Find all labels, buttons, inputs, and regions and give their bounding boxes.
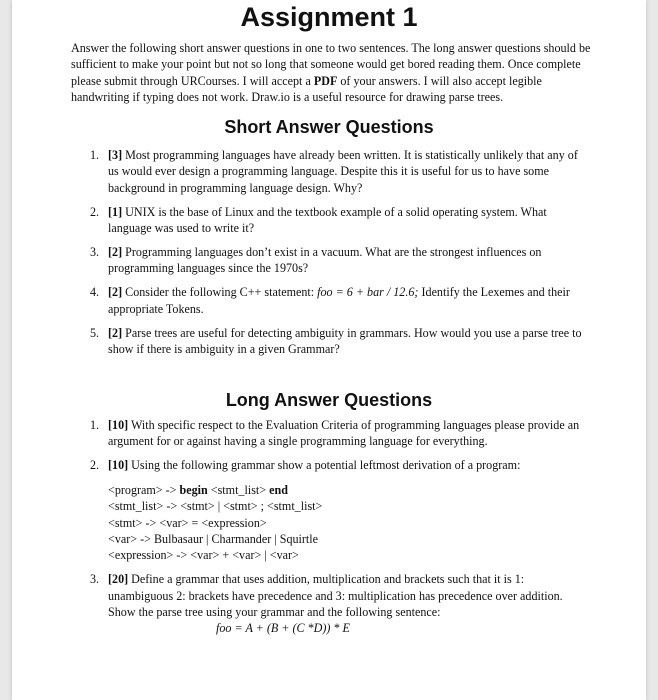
question-number: 3. [90, 572, 100, 587]
intro-text-1: Answer the following short answer questions in one to two sentences. The long answer questions should be sufficient to make your point but not so long that someone would get bored reading them. Once complete please submit through URCourses. I will accept a [71, 41, 591, 88]
grammar-rule-stmt: <stmt> -> <var> = <expression> [108, 515, 267, 530]
question-text: Define a grammar that uses addition, multiplication and brackets such that it is 1: unambiguous 2: brackets have precedence and 3: multiplication has precedence over addition. Show the parse tree using your grammar and the following sentence: [108, 572, 563, 620]
question-marks: [10] [108, 418, 129, 432]
question-marks: [10] [108, 458, 129, 473]
grammar-rule-stmt-list: <stmt_list> -> <stmt> | <stmt> ; <stmt_list> [108, 499, 323, 514]
question-text: Parse trees are useful for detecting ambiguity in grammars. How would you use a parse tree to show if there is ambiguity in a given Grammar? [108, 325, 582, 357]
question-marks: [2] [108, 245, 123, 260]
short-question-3 [90, 244, 590, 277]
question-text: Most programming languages have already been written. It is statistically unlikely that any of us would ever design a programming language. Despite this it is useful for us to have some background in programming language design. Why? [108, 148, 578, 195]
grammar-keyword-end: end [269, 482, 288, 497]
question-number: 2. [90, 458, 100, 473]
intro-paragraph [71, 40, 601, 106]
cpp-statement: foo = 6 + bar / 12.6; [317, 285, 419, 300]
question-number: 4. [90, 285, 100, 300]
question-number: 3. [90, 245, 100, 260]
grammar-rule-var: <var> -> Bulbasaur | Charmander | Squirtle [108, 531, 319, 546]
grammar-mid: <stmt_list> [207, 482, 270, 497]
question-text-cont: Identify the Lexemes and their appropriate Tokens. [108, 285, 570, 316]
document-page [12, 0, 646, 700]
grammar-rule-expression: <expression> -> <var> + <var> | <var> [108, 548, 299, 563]
example-sentence: foo = A + (B + (C *D)) * E [216, 621, 350, 636]
question-text: UNIX is the base of Linux and the textbook example of a solid operating system. What language was used to write it? [108, 204, 547, 236]
long-answer-list [90, 417, 590, 644]
intro-text-2: of your answers. I will also accept legible handwriting if typing does not work. Draw.io is a useful resource for drawing parse trees. [71, 73, 542, 105]
grammar-keyword-begin: begin [179, 482, 208, 497]
question-number: 5. [90, 325, 100, 340]
question-marks: [1] [108, 204, 123, 219]
long-question-2 [90, 457, 590, 563]
long-question-1 [90, 417, 590, 450]
question-text: With specific respect to the Evaluation Criteria of programming languages please provide an argument for or against having a single programming language for everything. [108, 418, 580, 449]
question-text: Using the following grammar show a potential leftmost derivation of a program: [128, 458, 521, 473]
question-marks: [20] [108, 572, 129, 587]
grammar-rule-program [108, 482, 590, 498]
intro-bold-pdf: PDF [313, 73, 338, 88]
short-question-2 [90, 204, 590, 237]
long-answer-heading: Long Answer Questions [225, 390, 433, 410]
question-marks: [2] [108, 325, 123, 340]
long-question-3 [90, 571, 590, 637]
short-answer-list [90, 147, 590, 365]
question-number: 2. [90, 204, 100, 219]
question-marks: [3] [108, 148, 123, 162]
question-marks: [2] [108, 285, 123, 300]
question-text: Consider the following C++ statement: [122, 285, 318, 300]
short-question-5 [90, 325, 590, 358]
question-number: 1. [90, 418, 100, 432]
question-text: Programming languages don’t exist in a vacuum. What are the strongest influences on programming languages since the 1970s? [108, 245, 542, 276]
page-title: Assignment 1 [240, 2, 418, 32]
question-number: 1. [90, 148, 100, 162]
short-question-4 [90, 284, 590, 317]
grammar-lhs: <program> -> [108, 482, 180, 497]
short-question-1 [90, 147, 590, 196]
grammar-block [108, 482, 590, 564]
short-answer-heading: Short Answer Questions [224, 117, 434, 137]
